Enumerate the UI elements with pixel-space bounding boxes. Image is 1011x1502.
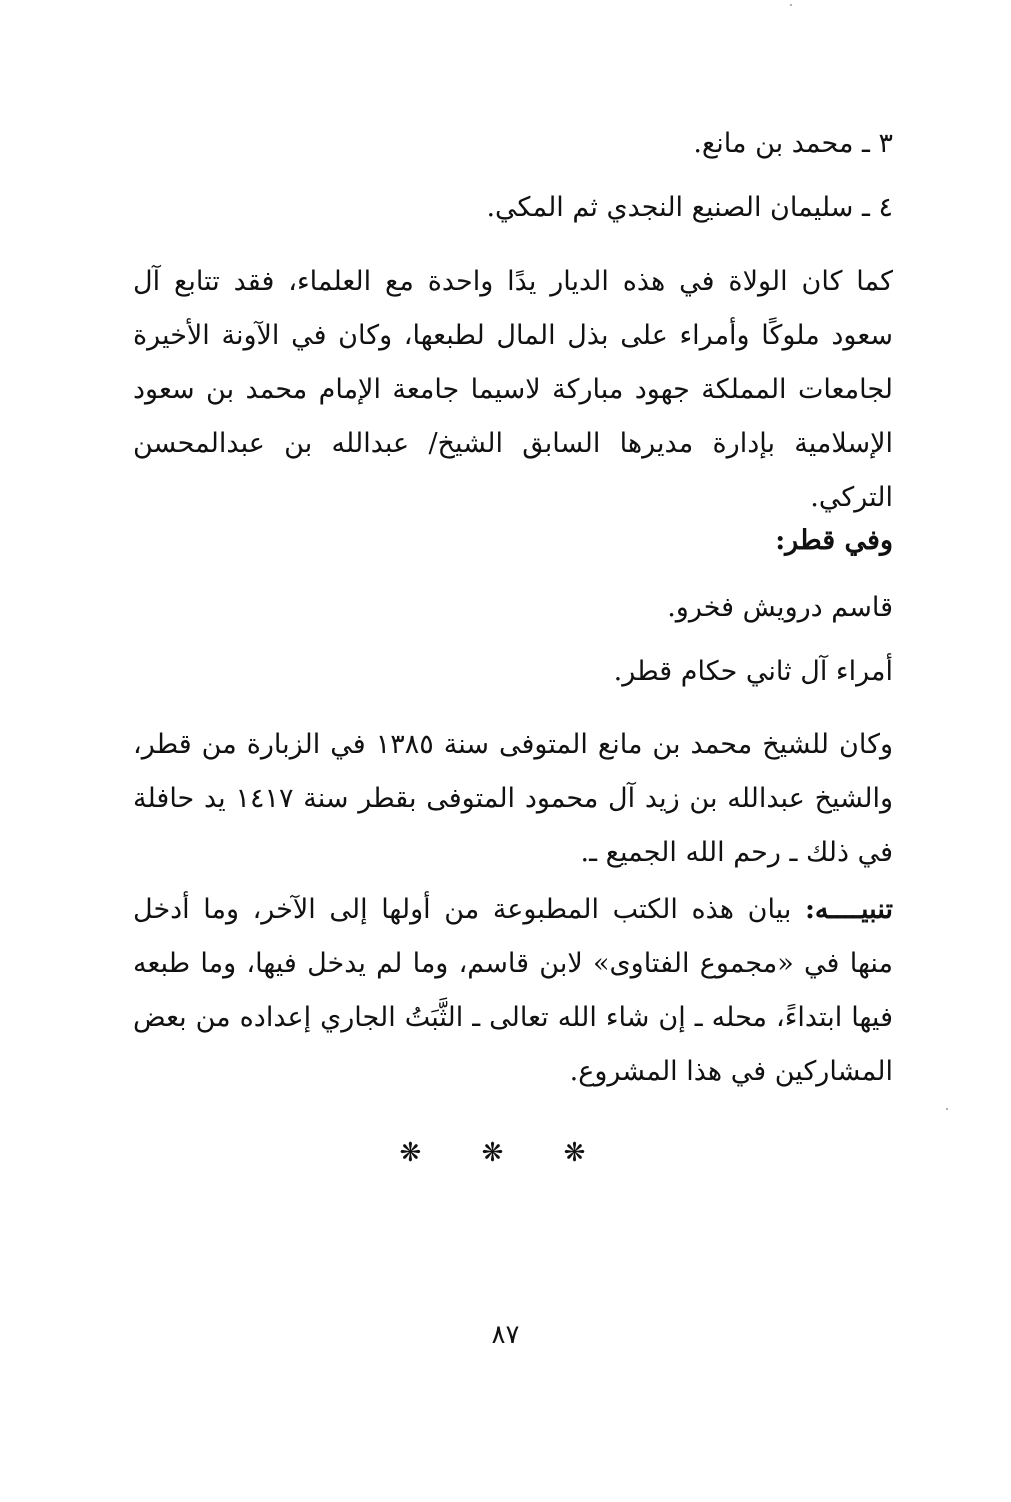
scan-speck xyxy=(790,4,792,6)
section-separator: ❋ ❋ ❋ xyxy=(399,1138,612,1168)
page-number: ٨٧ xyxy=(491,1320,520,1350)
note-text: بيان هذه الكتب المطبوعة من أولها إلى الآخر، وما أدخل منها في «مجموع الفتاوى» لابن قاسم، وما لم يدخل فيها، وما طبعه فيها ابتداءً، محله ـ إن شاء الله تعالى ـ الثَّبَتُ الجاري إعداده من بعض المشاركين في هذا المشروع. xyxy=(133,894,893,1087)
note-paragraph xyxy=(133,883,893,1099)
note-body xyxy=(133,883,893,1099)
qatar-heading: وفي قطر: xyxy=(775,525,893,556)
qatar-item-2: أمراء آل ثاني حكام قطر. xyxy=(613,656,893,687)
paragraph-rulers-text: كما كان الولاة في هذه الديار يدًا واحدة مع العلماء، فقد تتابع آل سعود ملوكًا وأمراء على بذل المال لطبعها، وكان في الآونة الأخيرة لجامعات المملكة جهود مباركة لاسيما جامعة الإمام محمد بن سعود الإسلامية بإدارة مديرها السابق الشيخ/ عبدالله بن عبدالمحسن التركي. xyxy=(133,266,893,513)
scan-speck xyxy=(946,1108,948,1110)
qatar-item-1: قاسم درويش فخرو. xyxy=(667,592,893,623)
note-label: تنبيــــه: xyxy=(804,894,893,925)
paragraph-rulers xyxy=(133,255,893,525)
list-item-4: ٤ ـ سليمان الصنيع النجدي ثم المكي. xyxy=(486,192,893,223)
paragraph-qatar xyxy=(133,718,893,880)
paragraph-qatar-text: وكان للشيخ محمد بن مانع المتوفى سنة ١٣٨٥ في الزبارة من قطر، والشيخ عبدالله بن زيد آل محمود المتوفى بقطر سنة ١٤١٧ يد حافلة في ذلك ـ رحم الله الجميع ـ. xyxy=(133,729,894,868)
list-item-3: ٣ ـ محمد بن مانع. xyxy=(693,128,893,159)
